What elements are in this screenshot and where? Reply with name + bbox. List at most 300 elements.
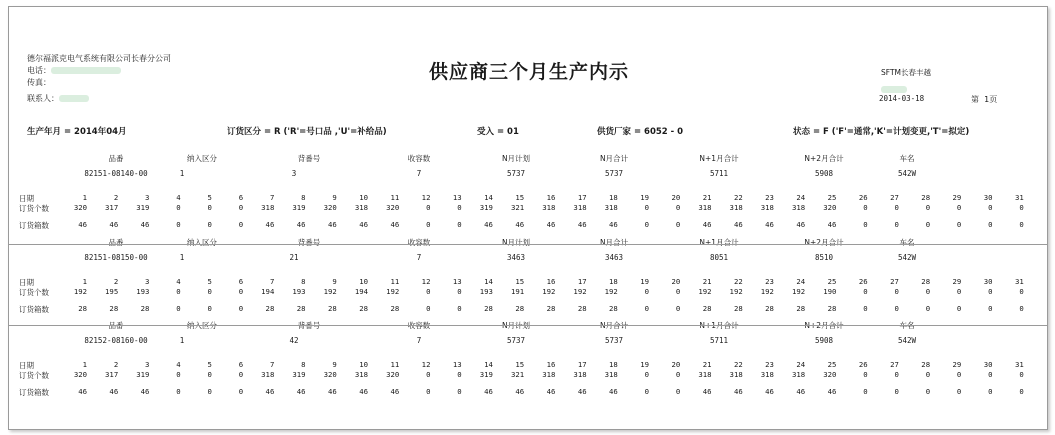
order-qty-cell: 318 <box>792 203 806 212</box>
day-number: 23 <box>765 277 774 286</box>
order-qty-cell: 0 <box>644 203 650 212</box>
order-box-cell: 28 <box>609 304 618 313</box>
order-box-cell: 46 <box>296 220 306 229</box>
order-box-cell: 0 <box>956 220 962 229</box>
day-number: 17 <box>577 193 587 202</box>
order-qty-cell: 0 <box>457 203 462 212</box>
item-car: 542W <box>897 169 917 178</box>
order-box-cell: 46 <box>359 220 369 229</box>
col-header-car: 车名 <box>899 321 915 330</box>
day-number: 26 <box>858 277 868 286</box>
order-box-cell: 28 <box>796 304 806 313</box>
order-box-cell: 46 <box>140 220 150 229</box>
item-capacity: 7 <box>416 336 422 345</box>
order-box-cell: 46 <box>827 387 837 396</box>
row-label-boxes: 订货箱数 <box>19 305 49 314</box>
order-qty-cell: 0 <box>457 287 462 296</box>
col-header-capacity: 收容数 <box>407 238 431 247</box>
day-number: 25 <box>827 360 837 369</box>
order-box-cell: 0 <box>176 304 181 313</box>
day-number: 3 <box>145 193 150 202</box>
day-number: 7 <box>269 360 275 369</box>
order-box-cell: 0 <box>988 304 993 313</box>
col-header-part-no: 品番 <box>108 154 124 163</box>
day-number: 15 <box>515 193 525 202</box>
order-box-cell: 46 <box>796 387 806 396</box>
col-header-capacity: 收容数 <box>407 321 431 330</box>
order-qty-cell: 318 <box>354 370 369 379</box>
day-number: 19 <box>640 277 650 286</box>
order-qty-cell: 195 <box>105 287 119 296</box>
col-header-n2-total: N+2月合计 <box>804 154 844 163</box>
day-number: 19 <box>640 193 650 202</box>
order-qty-cell: 0 <box>426 370 431 379</box>
day-number: 21 <box>702 360 712 369</box>
item-back-no: 3 <box>291 169 297 178</box>
phone-row <box>27 65 121 76</box>
contact-label: 联系人： <box>27 94 59 103</box>
item-section <box>9 153 1047 235</box>
item-n2-total: 8510 <box>814 253 834 262</box>
order-box-cell: 46 <box>765 220 774 229</box>
day-number: 6 <box>238 360 244 369</box>
vendor: 供货厂家 = 6052 - 0 <box>597 127 684 137</box>
page-title: 供应商三个月生产内示 <box>429 61 630 83</box>
production-month: 生产年月 = 2014年04月 <box>27 127 127 137</box>
order-box-cell: 28 <box>296 304 306 313</box>
order-qty-cell: 0 <box>675 370 681 379</box>
day-number: 7 <box>269 277 275 286</box>
order-qty-cell: 318 <box>604 370 618 379</box>
order-qty-cell: 192 <box>604 287 618 296</box>
col-header-delivery-type: 纳入区分 <box>187 321 217 330</box>
order-qty-cell: 0 <box>207 287 212 296</box>
order-box-cell: 0 <box>207 387 212 396</box>
order-box-cell: 46 <box>328 387 337 396</box>
order-qty-cell: 321 <box>510 370 525 379</box>
order-box-cell: 28 <box>78 304 87 313</box>
order-qty-cell: 0 <box>863 203 868 212</box>
order-qty-cell: 318 <box>792 370 806 379</box>
order-qty-cell: 0 <box>176 203 181 212</box>
order-box-cell: 28 <box>265 304 275 313</box>
day-number: 3 <box>145 360 150 369</box>
order-box-cell: 0 <box>1019 387 1024 396</box>
contact-row <box>27 93 89 104</box>
order-qty-cell: 318 <box>573 370 587 379</box>
order-box-cell: 28 <box>765 304 774 313</box>
order-box-cell: 0 <box>426 387 431 396</box>
day-number: 23 <box>765 360 774 369</box>
item-car: 542W <box>897 253 917 262</box>
page-unit: 页 <box>989 95 998 104</box>
order-box-cell: 28 <box>702 304 712 313</box>
order-box-cell: 28 <box>140 304 150 313</box>
order-box-cell: 46 <box>484 387 493 396</box>
order-box-cell: 46 <box>109 220 119 229</box>
item-section <box>9 237 1047 319</box>
order-box-cell: 46 <box>609 387 618 396</box>
col-header-n1-total: N+1月合计 <box>699 154 739 163</box>
item-n1-total: 5711 <box>709 336 729 345</box>
order-qty-cell: 191 <box>510 287 525 296</box>
day-number: 16 <box>546 277 556 286</box>
report-page <box>8 6 1048 430</box>
order-qty-cell: 319 <box>136 370 150 379</box>
order-qty-cell: 318 <box>760 370 774 379</box>
section-divider <box>9 244 1047 245</box>
day-number: 16 <box>546 193 556 202</box>
day-number: 11 <box>390 193 400 202</box>
order-box-cell: 46 <box>515 387 525 396</box>
order-box-cell: 28 <box>484 304 493 313</box>
row-date-cells <box>71 277 1039 287</box>
order-box-cell: 0 <box>176 220 181 229</box>
day-number: 1 <box>82 193 87 202</box>
day-number: 25 <box>827 277 837 286</box>
order-qty-cell: 0 <box>426 287 431 296</box>
day-number: 24 <box>796 277 806 286</box>
order-qty-cell: 0 <box>675 203 681 212</box>
order-qty-cell: 194 <box>261 287 275 296</box>
day-number: 25 <box>827 193 837 202</box>
order-qty-cell: 0 <box>644 370 650 379</box>
day-number: 10 <box>359 360 369 369</box>
col-header-n-plan: N月计划 <box>501 238 531 247</box>
item-n2-total: 5908 <box>814 336 834 345</box>
col-header-back-no: 背番号 <box>297 238 321 247</box>
day-number: 21 <box>702 193 712 202</box>
col-header-n1-total: N+1月合计 <box>699 321 739 330</box>
order-box-cell: 0 <box>457 387 462 396</box>
col-header-n-total: N月合计 <box>599 238 629 247</box>
col-header-n2-total: N+2月合计 <box>804 321 844 330</box>
day-number: 9 <box>332 360 337 369</box>
day-number: 26 <box>858 193 868 202</box>
order-qty-cell: 0 <box>176 370 181 379</box>
order-box-cell: 0 <box>457 304 462 313</box>
order-box-cell: 0 <box>925 387 931 396</box>
order-qty-cell: 318 <box>573 203 587 212</box>
day-number: 5 <box>207 360 212 369</box>
order-qty-cell: 318 <box>261 203 275 212</box>
order-qty-cell: 0 <box>988 203 993 212</box>
order-qty-cell: 318 <box>542 370 556 379</box>
contact-redacted <box>59 95 89 102</box>
col-header-n-total: N月合计 <box>599 154 629 163</box>
item-section <box>9 320 1047 402</box>
item-delivery-type: 1 <box>179 336 185 345</box>
day-number: 28 <box>921 360 931 369</box>
day-number: 15 <box>515 360 525 369</box>
item-part-no: 82152-08160-00 <box>84 336 148 345</box>
order-box-cell: 28 <box>515 304 525 313</box>
order-box-cell: 28 <box>390 304 400 313</box>
order-qty-cell: 0 <box>1019 370 1024 379</box>
order-box-cell: 0 <box>644 220 650 229</box>
order-box-cell: 28 <box>827 304 837 313</box>
order-qty-cell: 320 <box>73 203 87 212</box>
day-number: 7 <box>269 193 275 202</box>
day-number: 5 <box>207 193 212 202</box>
day-number: 13 <box>452 193 462 202</box>
order-qty-cell: 0 <box>894 370 899 379</box>
order-box-cell: 46 <box>702 220 712 229</box>
order-qty-cell: 0 <box>238 370 244 379</box>
row-boxes-cells <box>71 220 1039 230</box>
order-box-cell: 46 <box>546 387 556 396</box>
col-header-capacity: 收容数 <box>407 154 431 163</box>
day-number: 11 <box>390 277 400 286</box>
order-qty-cell: 317 <box>105 370 119 379</box>
order-qty-cell: 0 <box>925 370 931 379</box>
day-number: 27 <box>890 277 899 286</box>
order-qty-cell: 319 <box>292 203 306 212</box>
day-number: 12 <box>421 360 431 369</box>
order-qty-cell: 192 <box>760 287 774 296</box>
order-box-cell: 46 <box>733 387 743 396</box>
col-header-n-total: N月合计 <box>599 321 629 330</box>
day-number: 17 <box>577 360 587 369</box>
order-qty-cell: 0 <box>644 287 650 296</box>
right-company: SFTM长春丰越 <box>881 68 931 77</box>
row-boxes-cells <box>71 387 1039 397</box>
day-number: 11 <box>390 360 400 369</box>
order-box-cell: 46 <box>827 220 837 229</box>
day-number: 29 <box>952 193 962 202</box>
day-number: 29 <box>952 360 962 369</box>
order-qty-cell: 194 <box>354 287 369 296</box>
col-header-n-plan: N月计划 <box>501 154 531 163</box>
order-box-cell: 0 <box>457 220 462 229</box>
row-label-qty: 订货个数 <box>19 288 49 297</box>
order-qty-cell: 318 <box>729 370 743 379</box>
day-number: 1 <box>82 277 87 286</box>
day-number: 2 <box>113 277 119 286</box>
col-header-delivery-type: 纳入区分 <box>187 238 217 247</box>
col-header-car: 车名 <box>899 154 915 163</box>
row-label-qty: 订货个数 <box>19 204 49 213</box>
order-qty-cell: 0 <box>956 287 962 296</box>
day-number: 10 <box>359 193 369 202</box>
order-box-cell: 46 <box>296 387 306 396</box>
day-number: 20 <box>671 193 681 202</box>
day-number: 4 <box>176 277 181 286</box>
order-box-cell: 28 <box>546 304 556 313</box>
day-number: 8 <box>301 277 306 286</box>
order-qty-cell: 318 <box>698 203 712 212</box>
order-qty-cell: 193 <box>136 287 150 296</box>
day-number: 31 <box>1014 360 1024 369</box>
item-n1-total: 8051 <box>709 253 729 262</box>
order-qty-cell: 318 <box>542 203 556 212</box>
order-box-cell: 0 <box>644 387 650 396</box>
report-date: 2014-03-18 <box>879 94 925 103</box>
order-qty-cell: 0 <box>675 287 681 296</box>
order-box-cell: 0 <box>238 387 244 396</box>
order-qty-cell: 192 <box>698 287 712 296</box>
order-qty-cell: 320 <box>323 370 337 379</box>
order-qty-cell: 319 <box>136 203 150 212</box>
item-n-total: 5737 <box>604 336 624 345</box>
order-box-cell: 46 <box>78 387 87 396</box>
page-label: 第 <box>971 95 979 104</box>
row-label-boxes: 订货箱数 <box>19 221 49 230</box>
order-qty-cell: 321 <box>510 203 525 212</box>
order-qty-cell: 318 <box>729 203 743 212</box>
day-number: 24 <box>796 360 806 369</box>
order-box-cell: 0 <box>426 220 431 229</box>
order-qty-cell: 192 <box>792 287 806 296</box>
order-box-cell: 0 <box>1019 304 1024 313</box>
row-label-qty: 订货个数 <box>19 371 49 380</box>
company-name: 德尔福派克电气系统有限公司长春分公司 <box>27 54 171 63</box>
day-number: 31 <box>1014 277 1024 286</box>
col-header-back-no: 背番号 <box>297 154 321 163</box>
order-qty-cell: 192 <box>729 287 743 296</box>
row-date-cells <box>71 193 1039 203</box>
day-number: 22 <box>733 193 743 202</box>
order-box-cell: 28 <box>577 304 587 313</box>
order-qty-cell: 0 <box>956 203 962 212</box>
col-header-n2-total: N+2月合计 <box>804 238 844 247</box>
day-number: 30 <box>983 193 993 202</box>
section-divider <box>9 325 1047 326</box>
day-number: 17 <box>577 277 587 286</box>
item-capacity: 7 <box>416 169 422 178</box>
page-num: 1 <box>984 95 990 104</box>
order-qty-cell: 320 <box>323 203 337 212</box>
item-n-total: 3463 <box>604 253 624 262</box>
day-number: 8 <box>301 193 306 202</box>
order-box-cell: 46 <box>609 220 618 229</box>
order-qty-cell: 0 <box>988 370 993 379</box>
item-part-no: 82151-08150-00 <box>84 253 148 262</box>
day-number: 2 <box>113 360 119 369</box>
order-qty-cell: 0 <box>863 287 868 296</box>
order-box-cell: 0 <box>207 304 212 313</box>
order-box-cell: 0 <box>644 304 650 313</box>
day-number: 3 <box>145 277 150 286</box>
day-number: 20 <box>671 277 681 286</box>
order-qty-cell: 0 <box>238 287 244 296</box>
day-number: 31 <box>1014 193 1024 202</box>
day-number: 2 <box>113 193 119 202</box>
day-number: 6 <box>238 277 244 286</box>
order-box-cell: 28 <box>733 304 743 313</box>
order-box-cell: 46 <box>390 387 400 396</box>
day-number: 21 <box>702 277 712 286</box>
day-number: 18 <box>609 193 618 202</box>
day-number: 14 <box>484 193 493 202</box>
day-number: 20 <box>671 360 681 369</box>
order-qty-cell: 0 <box>894 287 899 296</box>
col-header-back-no: 背番号 <box>297 321 321 330</box>
order-qty-cell: 0 <box>925 287 931 296</box>
phone-label: 电话： <box>27 66 51 75</box>
col-header-car: 车名 <box>899 238 915 247</box>
order-box-cell: 46 <box>515 220 525 229</box>
item-n1-total: 5711 <box>709 169 729 178</box>
order-qty-cell: 320 <box>823 203 837 212</box>
order-box-cell: 46 <box>109 387 119 396</box>
day-number: 26 <box>858 360 868 369</box>
col-header-n1-total: N+1月合计 <box>699 238 739 247</box>
day-number: 4 <box>176 360 181 369</box>
item-part-no: 82151-08140-00 <box>84 169 148 178</box>
item-n-plan: 3463 <box>506 253 526 262</box>
order-qty-cell: 0 <box>176 287 181 296</box>
order-box-cell: 46 <box>796 220 806 229</box>
order-box-cell: 46 <box>390 220 400 229</box>
day-number: 12 <box>421 193 431 202</box>
day-number: 28 <box>921 193 931 202</box>
day-number: 6 <box>238 193 244 202</box>
order-qty-cell: 193 <box>292 287 306 296</box>
order-box-cell: 28 <box>109 304 119 313</box>
order-qty-cell: 318 <box>354 203 369 212</box>
order-box-cell: 28 <box>328 304 337 313</box>
order-box-cell: 46 <box>265 220 275 229</box>
order-qty-cell: 0 <box>238 203 244 212</box>
order-qty-cell: 0 <box>956 370 962 379</box>
order-qty-cell: 192 <box>542 287 556 296</box>
day-number: 9 <box>332 277 337 286</box>
order-qty-cell: 0 <box>925 203 931 212</box>
order-box-cell: 0 <box>863 387 868 396</box>
day-number: 18 <box>609 277 618 286</box>
order-qty-cell: 0 <box>894 203 899 212</box>
order-box-cell: 0 <box>238 220 244 229</box>
col-header-part-no: 品番 <box>108 238 124 247</box>
day-number: 15 <box>515 277 525 286</box>
col-header-delivery-type: 纳入区分 <box>187 154 217 163</box>
order-box-cell: 46 <box>359 387 369 396</box>
order-qty-cell: 320 <box>73 370 87 379</box>
item-n-plan: 5737 <box>506 169 526 178</box>
order-qty-cell: 0 <box>1019 287 1024 296</box>
order-box-cell: 0 <box>956 304 962 313</box>
item-back-no: 42 <box>289 336 299 345</box>
order-box-cell: 46 <box>546 220 556 229</box>
row-label-date: 日期 <box>19 278 34 287</box>
order-box-cell: 0 <box>956 387 962 396</box>
day-number: 1 <box>82 360 87 369</box>
order-box-cell: 0 <box>426 304 431 313</box>
day-number: 13 <box>452 360 462 369</box>
order-box-cell: 0 <box>863 304 868 313</box>
order-box-cell: 0 <box>176 387 181 396</box>
item-n-total: 5737 <box>604 169 624 178</box>
receive: 受入 = 01 <box>477 127 519 137</box>
order-qty-cell: 0 <box>457 370 462 379</box>
day-number: 9 <box>332 193 337 202</box>
order-box-cell: 0 <box>675 387 681 396</box>
order-box-cell: 0 <box>675 304 681 313</box>
row-qty-cells <box>71 370 1039 380</box>
order-qty-cell: 320 <box>386 203 400 212</box>
page-number <box>971 94 997 105</box>
order-box-cell: 0 <box>675 220 681 229</box>
fax-label: 传真： <box>27 78 51 87</box>
day-number: 24 <box>796 193 806 202</box>
day-number: 23 <box>765 193 774 202</box>
order-qty-cell: 193 <box>479 287 493 296</box>
day-number: 27 <box>890 360 899 369</box>
order-type: 订货区分 = R ('R'=号口品 ,'U'=补给品) <box>227 127 387 137</box>
order-qty-cell: 319 <box>479 370 493 379</box>
order-qty-cell: 320 <box>823 370 837 379</box>
